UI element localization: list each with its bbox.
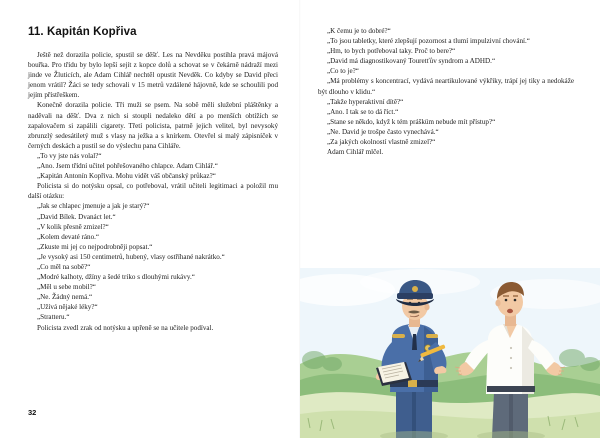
paragraph: „Stane se někdo, když k tém prášküm nebude mít přístup?“ — [327, 117, 496, 126]
paragraph: Policista zvedl zrak od notýsku a upřeně se na učitele podíval. — [37, 323, 214, 332]
paragraph: „Je vysoký asi 150 centimetrů, hubený, vlasy ostříhané nakrátko.“ — [37, 252, 225, 261]
paragraph: „Za jakých okolností vlastně zmizel?“ — [327, 138, 436, 147]
paragraph: „David má diagnostikovaný Touretťův syndrom a ADHD.“ — [327, 57, 496, 66]
right-text-column — [318, 26, 574, 157]
paragraph: „To vy jste nás volal?“ — [37, 151, 102, 160]
left-text-column — [28, 26, 278, 333]
paragraph: „K čemu je to dobré?“ — [327, 27, 391, 35]
paragraph: „Měl u sebe mobil?“ — [37, 283, 96, 292]
paragraph: „Co to je?“ — [327, 67, 359, 76]
right-body-text — [318, 26, 574, 157]
paragraph: „V kolik přesně zmizel?“ — [37, 222, 109, 231]
paragraph: „Ne. David je trošpe často vynechává.“ — [327, 127, 439, 136]
page-title: 11. Kapitán Kopřiva — [28, 26, 137, 38]
paragraph: „Ne. Žádný nemá.“ — [37, 293, 93, 302]
paragraph: „Modré kalhoty, džíny a šedé triko s dlouhými rukávy.“ — [37, 273, 195, 282]
paragraph: „Zkuste mi jej co nejpodrobněji popsat.“ — [37, 242, 153, 251]
paragraph: „Užívá nějaké léky?“ — [37, 303, 98, 312]
paragraph: „Stratteru.“ — [37, 313, 70, 322]
paragraph: „David Bílek. Dvanáct let.“ — [37, 212, 116, 221]
paragraph: Adam Cihlář mlčel. — [327, 148, 384, 157]
illustration-policeman-interviewing-teacher — [300, 268, 600, 438]
paragraph: Ještě než dorazila policie, spustil se děšť. Les na Nevděku postihla pravá májová bouřka. Pro třídu by bylo lepší sejít z kopce dolů a schovat se v čekárně nádraží mezi jinde ve Žluticích, ale Adam Cihlář nechtěl opustit Nevděk. Co kdyby se David přeci jenom vrátil? Žáci se tedy schovali v 15 metrů vzdálené hájovně, kde se schoulili pod jejím přístřeškem. — [28, 51, 278, 100]
paragraph: Konečně dorazila policie. Tři muži se psem. Na sobě měli služební pláštěnky a naděvali na děšť. Dva z nich si stoupli nedaleko dětí a po menších obtížích se zapalovačem si zapálili cigarety. Třetí policista, patrně jejich velitel, byl nevysoký zbrunzlý sedesátiletý muž s vlasy na ježka a s knírkem. Otevřel si malý zápisníček v černých deskách a pustil se do výslechu pana Cihláře. — [28, 101, 278, 150]
left-body-text — [28, 50, 278, 333]
paragraph: „Kolem devaté ráno.“ — [37, 232, 100, 241]
paragraph: Policista si do notýsku opsal, co potřeboval, vrátil učiteli legitimaci a položil mu další otázku: — [28, 182, 278, 201]
paragraph: „Takže hyperaktivní dítě?“ — [327, 97, 404, 106]
paragraph: „Hm, to bych potřeboval taky. Proč to bere?“ — [327, 47, 456, 56]
paragraph: „Má problémy s koncentrací, vydává neartikulované výkřiky, trápí jej tiky a nedokáže být dlouho v klidu.“ — [318, 77, 574, 96]
paragraph: „Ano. I tak se to dá říct.“ — [327, 107, 399, 116]
paragraph: „Jak se chlapec jmenuje a jak je starý?“ — [37, 202, 150, 211]
page-number: 32 — [28, 408, 37, 417]
paragraph: „Kapitán Antonín Kopřiva. Mohu vidět váš občanský průkaz?“ — [37, 172, 216, 181]
paragraph: „Co měl na sobě?“ — [37, 262, 91, 271]
paragraph: „Ano. Jsem třídní učitel pohřešovaného chlapce. Adam Cihlář.“ — [37, 162, 218, 171]
paragraph: „To jsou tabletky, které zlepšují pozornost a tlumí impulzivní chování.“ — [327, 37, 530, 46]
